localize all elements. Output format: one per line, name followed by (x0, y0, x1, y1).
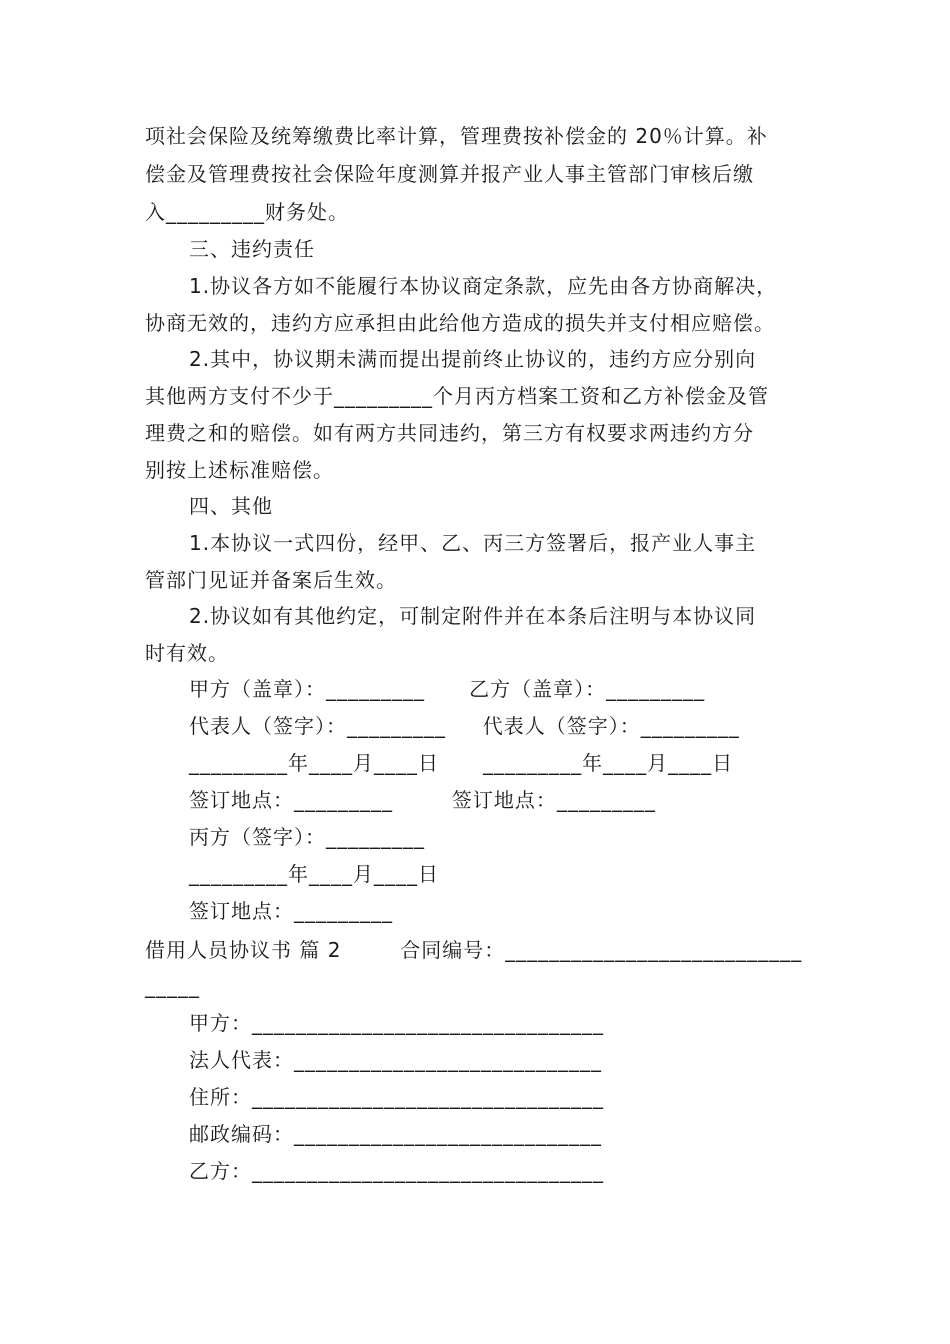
agreement-title: 借用人员协议书 篇 2 合同编号：___________________________ (145, 938, 803, 962)
paragraph-line: 协商无效的，违约方应承担由此给他方造成的损失并支付相应赔偿。 (145, 311, 775, 335)
paragraph-line: 2.其中，协议期未满而提出提前终止协议的，违约方应分别向 (189, 347, 757, 371)
paragraph-line: 偿金及管理费按社会保险年度测算并报产业人事主管部门审核后缴 (145, 162, 754, 186)
signature-line: 丙方（签字）：_________ (189, 825, 425, 849)
paragraph-line: 管部门见证并备案后生效。 (145, 568, 397, 592)
paragraph-line: 入_________财务处。 (145, 200, 349, 224)
paragraph-line: 理费之和的赔偿。如有两方共同违约，第三方有权要求两违约方分 (145, 421, 754, 445)
place-line: 签订地点：_________ (189, 899, 393, 923)
paragraph-line: _____ (145, 974, 200, 998)
paragraph-line: 2.协议如有其他约定，可制定附件并在本条后注明与本协议同 (189, 604, 757, 628)
paragraph-line: 1.本协议一式四份，经甲、乙、丙三方签署后，报产业人事主 (189, 531, 757, 555)
date-line: _________年____月____日 (189, 862, 439, 886)
place-line: 签订地点：_________ 签订地点：_________ (189, 788, 656, 812)
paragraph-line: 别按上述标准赔偿。 (145, 458, 334, 482)
form-field-line: 法人代表：____________________________ (189, 1048, 602, 1072)
paragraph-line: 项社会保险及统筹缴费比率计算，管理费按补偿金的 20％计算。补 (145, 124, 768, 148)
form-field-line: 乙方：________________________________ (189, 1159, 604, 1183)
paragraph-line: 时有效。 (145, 641, 229, 665)
section-heading: 三、违约责任 (189, 237, 315, 261)
section-heading: 四、其他 (189, 494, 273, 518)
signature-line: 甲方（盖章）：_________ 乙方（盖章）：_________ (189, 677, 706, 701)
form-field-line: 甲方：________________________________ (189, 1011, 604, 1035)
form-field-line: 住所：________________________________ (189, 1085, 604, 1109)
date-line: _________年____月____日 _________年____月____日 (189, 751, 734, 775)
paragraph-line: 其他两方支付不少于_________个月丙方档案工资和乙方补偿金及管 (145, 384, 769, 408)
form-field-line: 邮政编码：____________________________ (189, 1122, 602, 1146)
signature-line: 代表人（签字）：_________ 代表人（签字）：_________ (189, 714, 740, 738)
paragraph-line: 1.协议各方如不能履行本协议商定条款，应先由各方协商解决， (189, 274, 778, 298)
